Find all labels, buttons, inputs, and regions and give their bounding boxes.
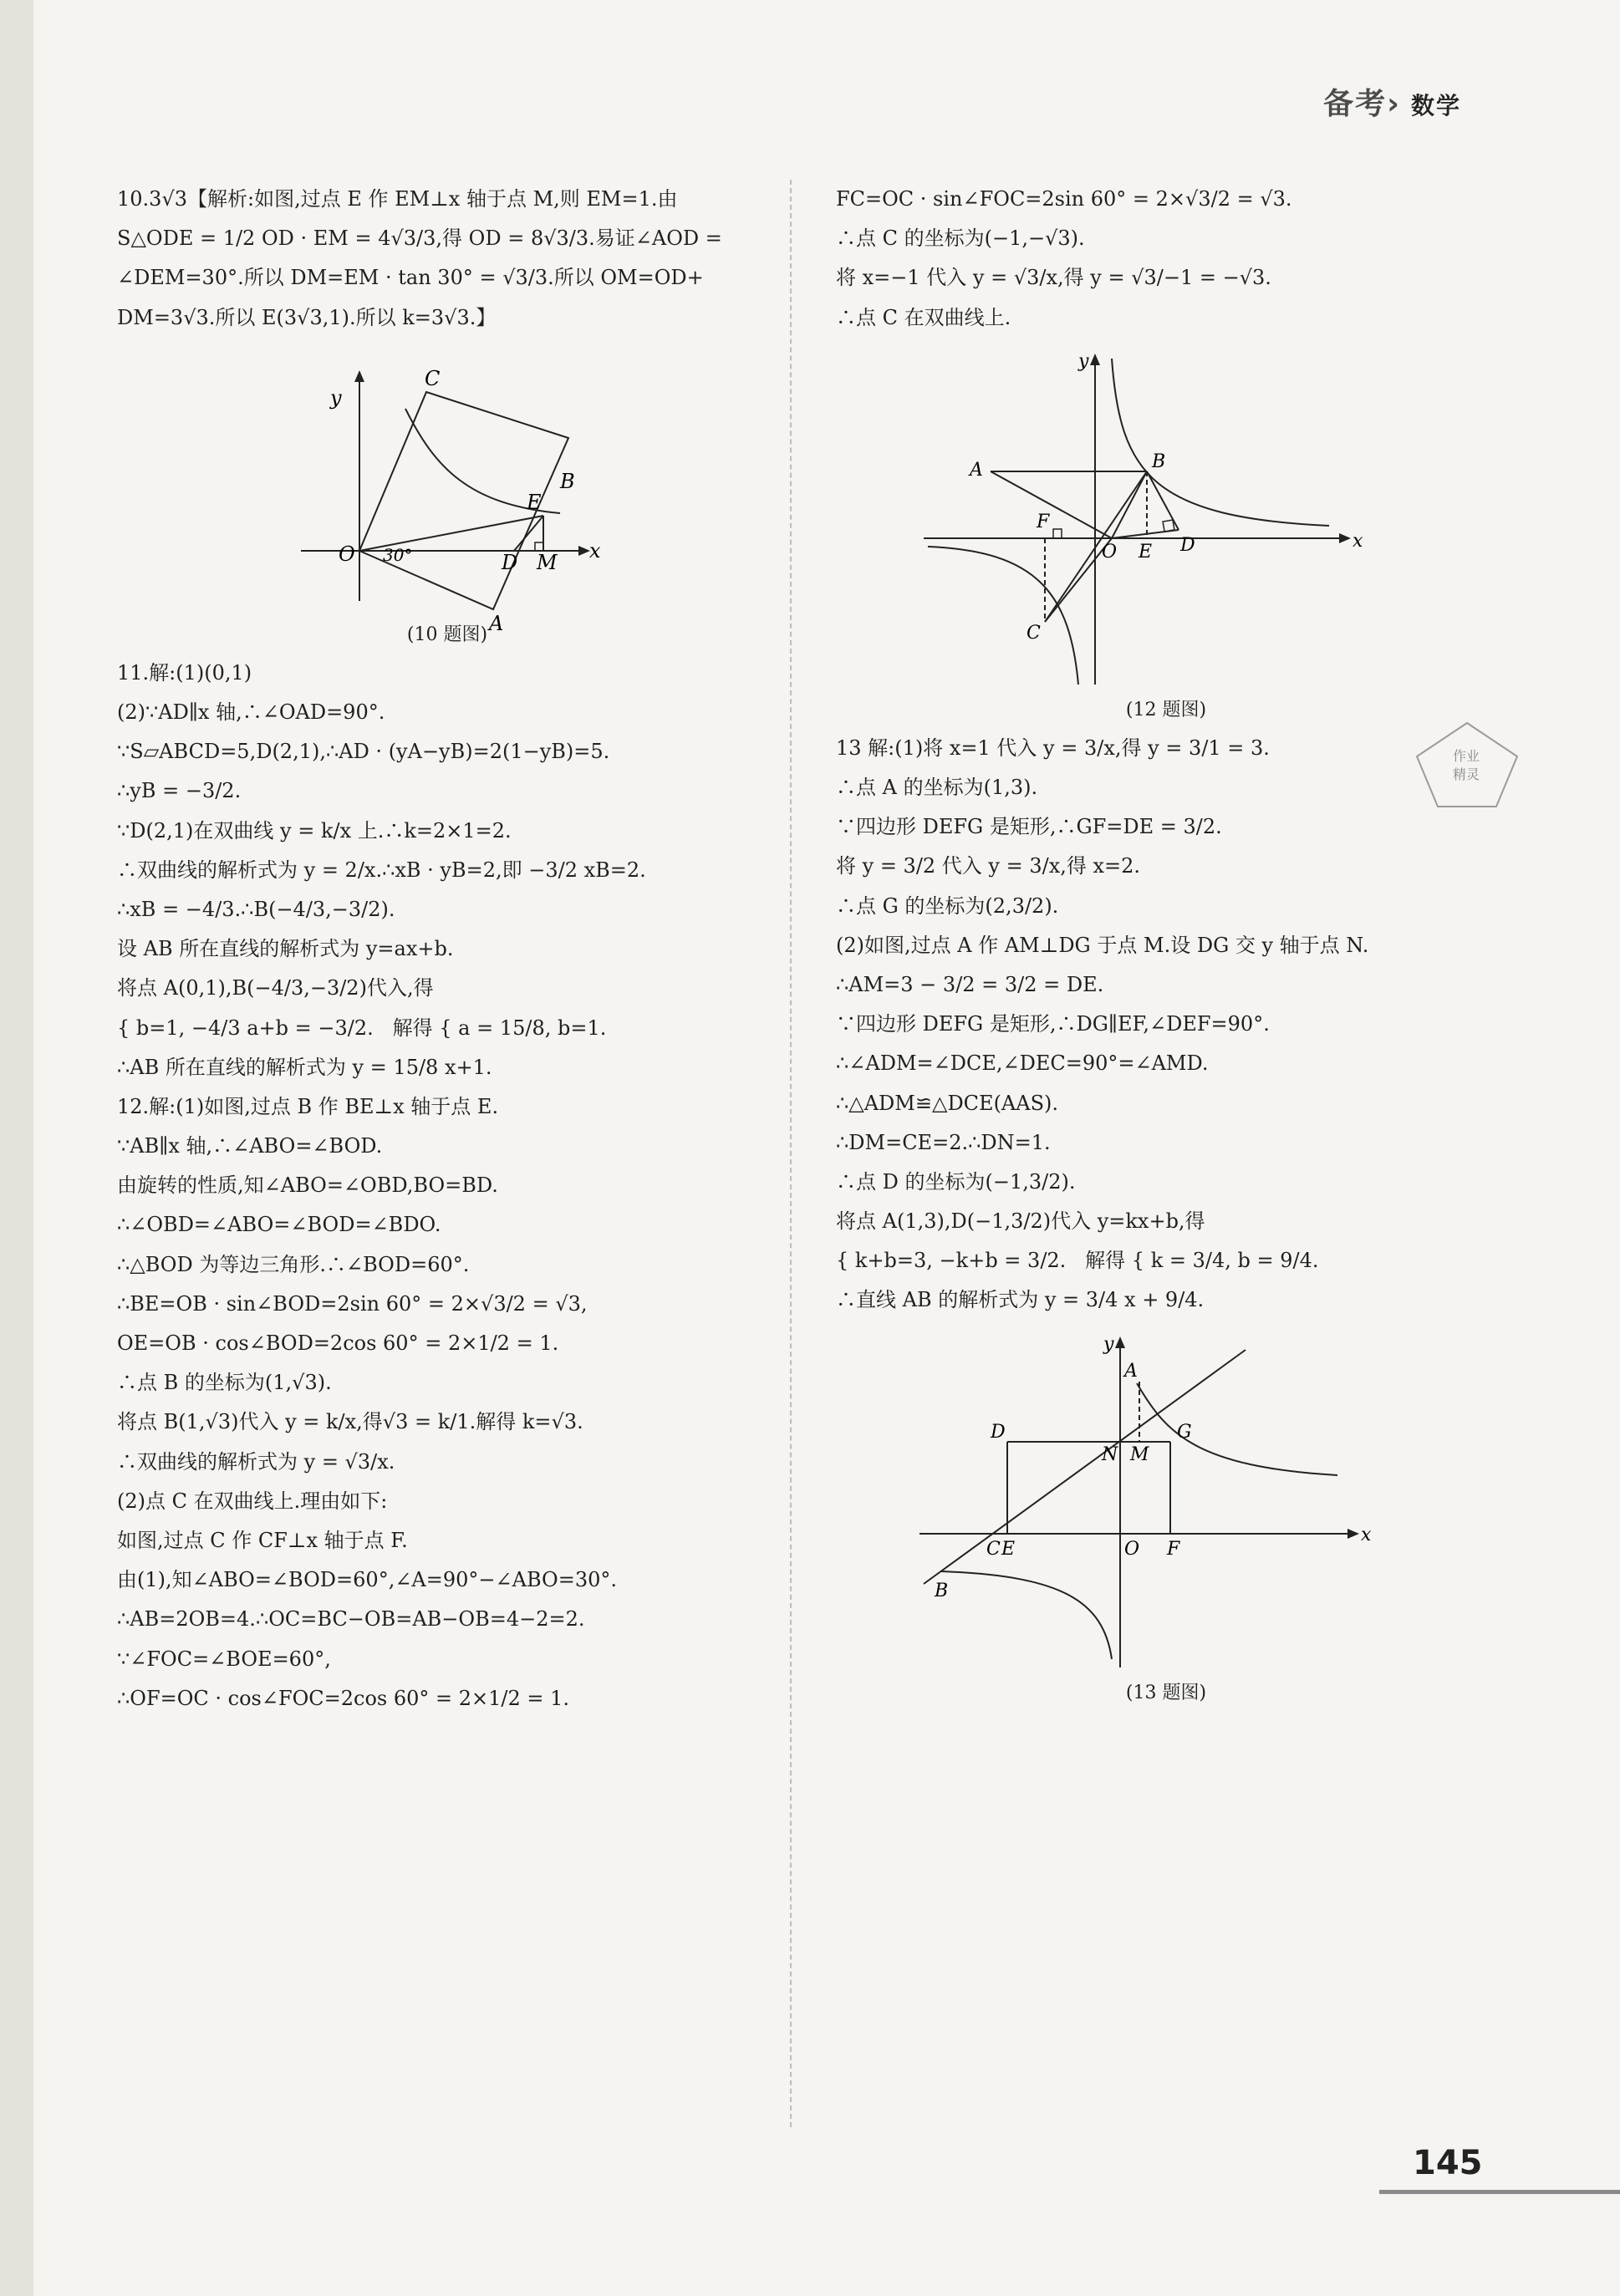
fig10-label-c: C [425, 366, 441, 390]
q13-line-11: ∴DM=CE=2.∴DN=1. [836, 1130, 1051, 1154]
q10-line-1: 10.3√3【解析:如图,过点 E 作 EM⊥x 轴于点 M,则 EM=1.由 [117, 187, 678, 211]
fig10-label-a: A [489, 611, 504, 635]
q11-line-11: ∴AB 所在直线的解析式为 y = 15/8 x+1. [117, 1055, 492, 1079]
q12-cont-line-4: ∴点 C 在双曲线上. [836, 305, 1011, 329]
q13-line-14: { k+b=3, −k+b = 3/2. 解得 { k = 3/4, b = 9/4. [836, 1249, 1319, 1273]
fig12-label-f: F [1037, 511, 1050, 532]
q11-line-4: ∴yB = −3/2. [117, 779, 242, 803]
fig13-label-d: D [991, 1421, 1006, 1443]
fig12-label-e: E [1139, 541, 1153, 563]
q11-line-1: 11.解:(1)(0,1) [117, 660, 252, 685]
header-title: 备考 [1323, 87, 1388, 121]
q12-line-10: ∴双曲线的解析式为 y = √3/x. [117, 1449, 395, 1474]
stamp-seal [1413, 719, 1521, 811]
fig13-label-y: y [1103, 1333, 1114, 1355]
fig13-label-c: C [986, 1538, 1001, 1560]
q12-line-15: ∵∠FOC=∠BOE=60°, [117, 1647, 331, 1671]
q13-line-5: ∴点 G 的坐标为(2,3/2). [836, 893, 1059, 918]
q13-line-4: 将 y = 3/2 代入 y = 3/x,得 x=2. [836, 854, 1141, 878]
fig13-label-f: F [1167, 1538, 1180, 1560]
fig12-label-o: O [1102, 541, 1118, 563]
q12-line-11: (2)点 C 在双曲线上.理由如下: [117, 1489, 388, 1513]
q12-line-14: ∴AB=2OB=4.∴OC=BC−OB=AB−OB=4−2=2. [117, 1607, 585, 1632]
fig12-label-y: y [1078, 350, 1089, 372]
fig10-angle-label: 30° [383, 544, 413, 565]
q12-cont-line-1: FC=OC · sin∠FOC=2sin 60° = 2×√3/2 = √3. [836, 187, 1292, 211]
q12-line-8: ∴点 B 的坐标为(1,√3). [117, 1371, 332, 1395]
fig13-label-b: B [935, 1580, 949, 1601]
q13-line-6: (2)如图,过点 A 作 AM⊥DG 于点 M.设 DG 交 y 轴于点 N. [836, 933, 1369, 957]
chevron-right-icon: › [1387, 87, 1401, 121]
q12-line-9: 将点 B(1,√3)代入 y = k/x,得√3 = k/1.解得 k=√3. [117, 1410, 583, 1434]
left-column [117, 184, 777, 1723]
q12-line-5: ∴△BOD 为等边三角形.∴∠BOD=60°. [117, 1252, 470, 1276]
q11-line-7: ∴xB = −4/3.∴B(−4/3,−3/2). [117, 897, 395, 921]
page-header [1323, 80, 1461, 123]
fig10-label-b: B [560, 469, 575, 493]
right-column [836, 184, 1496, 1716]
fig10-label-y: y [330, 385, 342, 410]
q11-line-5: ∵D(2,1)在双曲线 y = k/x 上.∴k=2×1=2. [117, 818, 512, 843]
q13-line-1: 13 解:(1)将 x=1 代入 y = 3/x,得 y = 3/1 = 3. [836, 736, 1270, 760]
fig10-caption: (10 题图) [406, 624, 488, 645]
q13-line-13: 将点 A(1,3),D(−1,3/2)代入 y=kx+b,得 [836, 1209, 1205, 1234]
q13-line-2: ∴点 A 的坐标为(1,3). [836, 776, 1038, 800]
q10-line-2: S△ODE = 1/2 OD · EM = 4√3/3,得 OD = 8√3/3.易证∠AOD = [117, 227, 722, 251]
figure-12 [836, 342, 1496, 693]
stamp-line-2: 精灵 [1453, 766, 1480, 782]
q13-line-10: ∴△ADM≌△DCE(AAS). [836, 1091, 1059, 1115]
fig10-label-x: x [589, 538, 601, 563]
q10-line-3: ∠DEM=30°.所以 DM=EM · tan 30° = √3/3.所以 OM=OD+ [117, 266, 704, 290]
fig13-label-g: G [1177, 1421, 1192, 1443]
fig12-label-c: C [1027, 622, 1041, 644]
q10-line-4: DM=3√3.所以 E(3√3,1).所以 k=3√3.】 [117, 305, 497, 329]
fig10-label-e: E [527, 490, 542, 514]
q11-line-6: ∴双曲线的解析式为 y = 2/x.∴xB · yB=2,即 −3/2 xB=2. [117, 858, 646, 882]
scanned-page-edge [0, 0, 33, 2296]
fig12-label-x: x [1353, 530, 1363, 552]
fig12-label-d: D [1180, 534, 1195, 556]
q12-cont-line-3: 将 x=−1 代入 y = √3/x,得 y = √3/−1 = −√3. [836, 266, 1271, 290]
q12-line-13: 由(1),知∠ABO=∠BOD=60°,∠A=90°−∠ABO=30°. [117, 1568, 617, 1592]
q12-line-4: ∴∠OBD=∠ABO=∠BOD=∠BDO. [117, 1213, 441, 1237]
q13-line-8: ∵四边形 DEFG 是矩形,∴DG∥EF,∠DEF=90°. [836, 1012, 1270, 1036]
fig13-label-a: A [1124, 1360, 1138, 1382]
fig12-caption: (12 题图) [1125, 699, 1207, 720]
fig13-label-x: x [1361, 1524, 1372, 1545]
q12-line-7: OE=OB · cos∠BOD=2cos 60° = 2×1/2 = 1. [117, 1331, 559, 1356]
page-number-bar [1379, 2190, 1620, 2194]
q11-line-3: ∵S▱ABCD=5,D(2,1),∴AD · (yA−yB)=2(1−yB)=5. [117, 740, 610, 764]
q11-line-2: (2)∵AD∥x 轴,∴∠OAD=90°. [117, 700, 385, 725]
q13-line-9: ∴∠ADM=∠DCE,∠DEC=90°=∠AMD. [836, 1051, 1209, 1076]
fig10-label-d: D [502, 550, 518, 574]
q13-line-12: ∴点 D 的坐标为(−1,3/2). [836, 1169, 1076, 1194]
page-number: 145 [1413, 2144, 1483, 2182]
fig13-label-o: O [1124, 1538, 1140, 1560]
fig13-label-m: M [1130, 1443, 1149, 1465]
q12-line-16: ∴OF=OC · cos∠FOC=2cos 60° = 2×1/2 = 1. [117, 1686, 570, 1710]
q11-line-10: { b=1, −4/3 a+b = −3/2. 解得 { a = 15/8, b=1. [117, 1016, 607, 1040]
fig13-label-e: E [1001, 1538, 1016, 1560]
q12-line-12: 如图,过点 C 作 CF⊥x 轴于点 F. [117, 1528, 408, 1552]
fig13-label-n: N [1102, 1443, 1118, 1465]
stamp-line-1: 作业 [1453, 748, 1480, 764]
fig12-label-b: B [1152, 451, 1166, 472]
q13-line-3: ∵四边形 DEFG 是矩形,∴GF=DE = 3/2. [836, 815, 1222, 839]
q12-cont-line-2: ∴点 C 的坐标为(−1,−√3). [836, 227, 1085, 251]
fig10-label-o: O [339, 542, 355, 566]
fig12-label-a: A [970, 459, 983, 481]
q13-line-7: ∴AM=3 − 3/2 = 3/2 = DE. [836, 972, 1104, 996]
header-subject: 数学 [1410, 92, 1461, 120]
q11-line-8: 设 AB 所在直线的解析式为 y=ax+b. [117, 937, 454, 961]
column-divider [790, 180, 792, 2127]
q11-line-9: 将点 A(0,1),B(−4/3,−3/2)代入,得 [117, 976, 434, 1000]
figure-13 [836, 1325, 1496, 1676]
q12-line-3: 由旋转的性质,知∠ABO=∠OBD,BO=BD. [117, 1173, 498, 1198]
q12-line-2: ∵AB∥x 轴,∴∠ABO=∠BOD. [117, 1134, 383, 1158]
q12-line-6: ∴BE=OB · sin∠BOD=2sin 60° = 2×√3/2 = √3, [117, 1291, 588, 1316]
q12-line-1: 12.解:(1)如图,过点 B 作 BE⊥x 轴于点 E. [117, 1094, 499, 1118]
fig10-label-m: M [537, 550, 558, 574]
fig13-caption: (13 题图) [1125, 1682, 1207, 1703]
q13-line-15: ∴直线 AB 的解析式为 y = 3/4 x + 9/4. [836, 1288, 1205, 1312]
